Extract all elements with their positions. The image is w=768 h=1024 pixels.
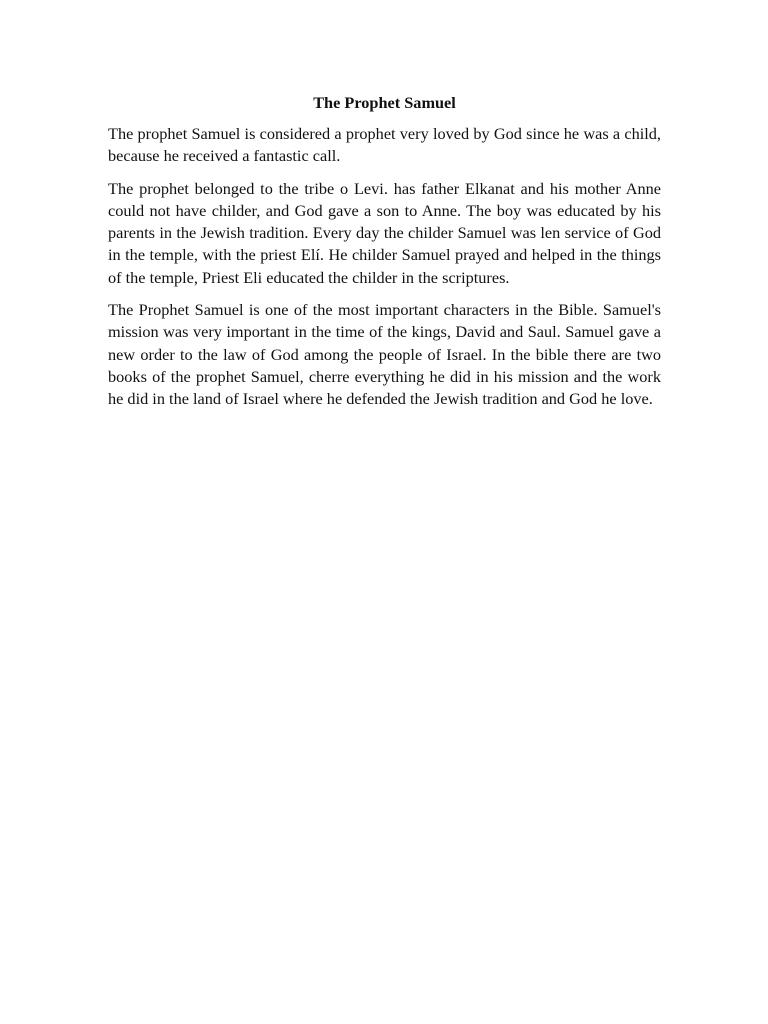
page-title: The Prophet Samuel — [313, 93, 456, 112]
document-body — [108, 92, 661, 421]
paragraph-2: The prophet belonged to the tribe o Levi. has father Elkanat and his mother Anne could not have childer, and God gave a son to Anne. The boy was educated by his parents in the Jewish tradition. Every day the childer Samuel was len service of God in the temple, with the priest Elí. He childer Samuel prayed and helped in the things of the temple, Priest Eli educated the childer in the scriptures. — [108, 178, 661, 287]
paragraph-3: The Prophet Samuel is one of the most important characters in the Bible. Samuel's mission was very important in the time of the kings, David and Saul. Samuel gave a new order to the law of God among the people of Israel. In the bible there are two books of the prophet Samuel, cherre everything he did in his mission and the work he did in the land of Israel where he defended the Jewish tradition and God he love. — [108, 300, 661, 409]
paragraph-1: The prophet Samuel is considered a prophet very loved by God since he was a child, because he received a fantastic call. — [108, 124, 661, 166]
